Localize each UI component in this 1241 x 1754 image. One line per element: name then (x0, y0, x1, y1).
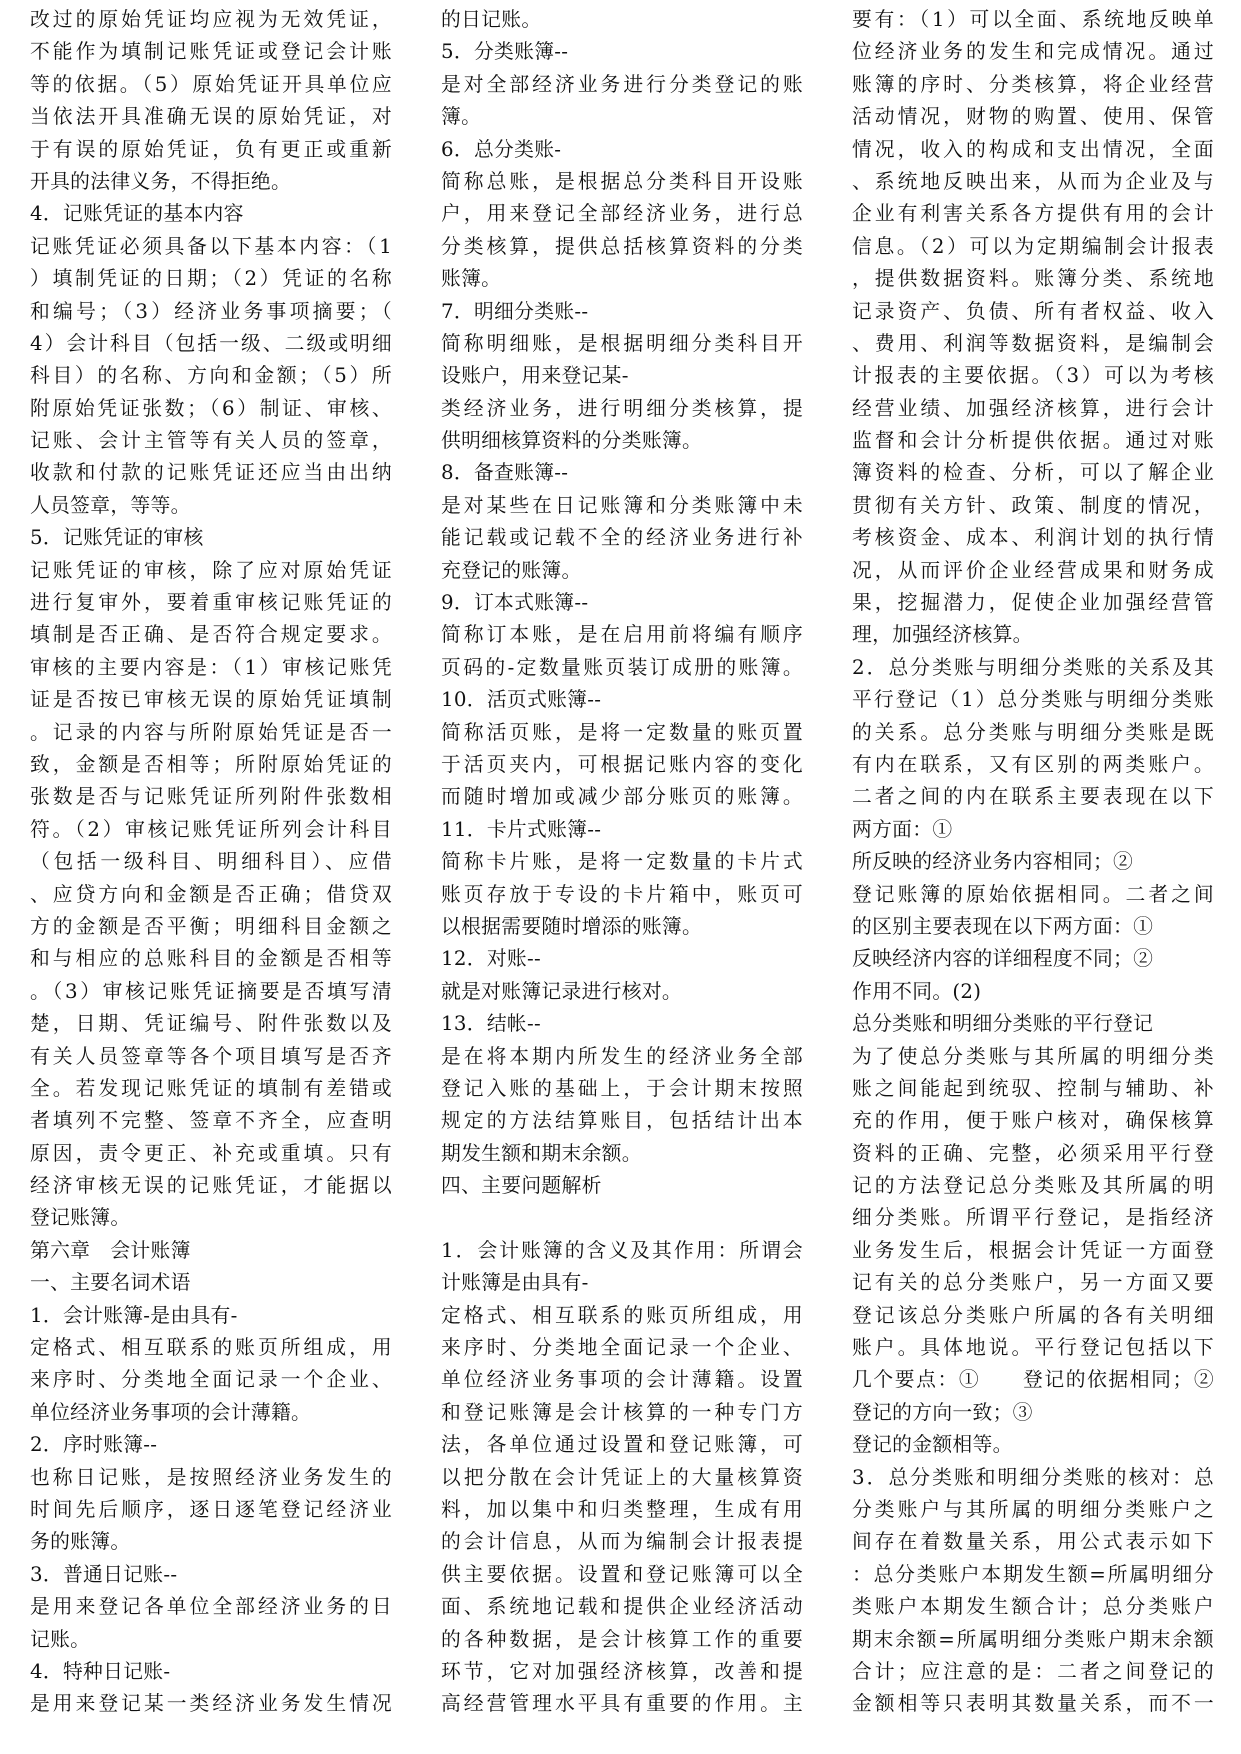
text-line: 记账凭证必须具备以下基本内容：（1 (30, 234, 392, 258)
text-line: 而随时增加或减少部分账页的账簿。 (441, 785, 803, 809)
text-line: 和登记账簿是会计核算的一种专门方 (441, 1400, 803, 1424)
text-line: 金额相等只表明其数量关系，而不一 (852, 1692, 1214, 1716)
text-line: 11．卡片式账簿-- (441, 817, 602, 841)
text-line: 第六章 会计账簿 (30, 1238, 191, 1262)
text-line: 方的金额是否平衡；明细科目金额之 (30, 914, 392, 938)
text-line: 登记该总分类账户所属的各有关明细 (852, 1303, 1214, 1327)
text-line: 和与相应的总账科目的金额是否相等 (30, 947, 392, 971)
text-line: 两方面：① (852, 817, 953, 841)
text-line: 定格式、相互联系的账页所组成，用 (441, 1303, 803, 1327)
text-line: 账簿。 (441, 267, 502, 291)
text-line: 、费用、利润等数据资料，是编制会 (852, 331, 1214, 355)
text-line: 9．订本式账簿-- (441, 591, 589, 615)
text-line: 信息。（2）可以为定期编制会计报表 (852, 234, 1214, 258)
text-line: 简称活页账，是将一定数量的账页置 (441, 720, 803, 744)
text-line: 能记载或记载不全的经济业务进行补 (441, 526, 803, 550)
text-line: 规定的方法结算账目，包括结计出本 (441, 1109, 803, 1133)
text-line: 楚，日期、凭证编号、附件张数以及 (30, 1012, 392, 1036)
text-line: ：总分类账户本期发生额=所属明细分 (852, 1562, 1214, 1586)
text-line: 填制是否正确、是否符合规定要求。 (30, 623, 392, 647)
text-line: 是对全部经济业务进行分类登记的账 (441, 72, 803, 96)
text-line: 。记录的内容与所附原始凭证是否一 (30, 720, 392, 744)
text-line: 账簿的序时、分类核算，将企业经营 (852, 72, 1214, 96)
text-line: 业务发生后，根据会计凭证一方面登 (852, 1238, 1214, 1262)
text-line: 附原始凭证张数；（6）制证、审核、 (30, 396, 392, 420)
text-line: 定格式、相互联系的账页所组成，用 (30, 1336, 392, 1360)
text-line: ）填制凭证的日期；（2）凭证的名称 (30, 267, 392, 291)
text-line: 经济审核无误的记账凭证，才能据以 (30, 1174, 392, 1198)
text-line: 计报表的主要依据。（3）可以为考核 (852, 364, 1214, 388)
text-line: 2．序时账簿-- (30, 1433, 158, 1457)
text-line: 不能作为填制记账凭证或登记会计账 (30, 40, 392, 64)
text-line: 面、系统地记载和提供企业经济活动 (441, 1595, 803, 1619)
text-line: 要有：（1）可以全面、系统地反映单 (852, 8, 1214, 31)
text-line: 类经济业务，进行明细分类核算，提 (441, 396, 803, 420)
text-line: 是在将本期内所发生的经济业务全部 (441, 1044, 803, 1068)
text-line: 来序时、分类地全面记录一个企业、 (30, 1368, 392, 1392)
text-line: 二者之间的内在联系主要表现在以下 (852, 785, 1214, 809)
text-line: 户，用来登记全部经济业务，进行总 (441, 202, 803, 226)
text-line: 原因，责令更正、补充或重填。只有 (30, 1141, 392, 1165)
text-line: 简称订本账，是在启用前将编有顺序 (441, 623, 803, 647)
text-line: 4．记账凭证的基本内容 (30, 202, 244, 226)
text-line: 果，挖掘潜力，促使企业加强经营管 (852, 591, 1214, 615)
text-line: 7．明细分类账-- (441, 299, 589, 323)
text-line: 致，金额是否相等；所附原始凭证的 (30, 752, 392, 776)
text-line: 人员签章，等等。 (30, 493, 191, 517)
text-line: 理，加强经济核算。 (852, 623, 1033, 647)
text-line: 1．会计账簿-是由具有- (30, 1303, 238, 1327)
text-line: 简称总账，是根据总分类科目开设账 (441, 169, 803, 193)
text-line: 记有关的总分类账户，另一方面又要 (852, 1271, 1214, 1295)
text-line: 审核的主要内容是：（1）审核记账凭 (30, 655, 392, 679)
text-line: 反映经济内容的详细程度不同；② (852, 947, 1154, 971)
text-line: 5．分类账簿-- (441, 40, 569, 64)
text-line: 也称日记账，是按照经济业务发生的 (30, 1465, 392, 1489)
text-line: 当依法开具准确无误的原始凭证，对 (30, 105, 392, 129)
text-line: 于活页夹内，可根据记账内容的变化 (441, 752, 803, 776)
text-line: 2．总分类账与明细分类账的关系及其 (852, 655, 1214, 679)
text-line: 有关人员签章等各个项目填写是否齐 (30, 1044, 392, 1068)
text-line: ，提供数据资料。账簿分类、系统地 (852, 267, 1214, 291)
text-line: 簿。 (441, 105, 482, 129)
text-line: 有内在联系，又有区别的两类账户。 (852, 752, 1214, 776)
text-line: 簿资料的检查、分析，可以了解企业 (852, 461, 1214, 485)
text-line: 类账户本期发生额合计；总分类账户 (852, 1595, 1214, 1619)
text-line: 来序时、分类地全面记录一个企业、 (441, 1336, 803, 1360)
text-line: 、系统地反映出来，从而为企业及与 (852, 169, 1214, 193)
text-line: 3．总分类账和明细分类账的核对：总 (852, 1465, 1214, 1489)
text-line: 登记的金额相等。 (852, 1433, 1013, 1457)
text-line: 法，各单位通过设置和登记账簿，可 (441, 1433, 803, 1457)
text-line: 为了使总分类账与其所属的明细分类 (852, 1044, 1214, 1068)
text-line: 贯彻有关方针、政策、制度的情况， (852, 493, 1214, 517)
text-line: 张数是否与记账凭证所列附件张数相 (30, 785, 392, 809)
text-line: 的区别主要表现在以下两方面：① (852, 914, 1154, 938)
text-line: 是对某些在日记账簿和分类账簿中未 (441, 493, 803, 517)
text-line: 合计；应注意的是：二者之间登记的 (852, 1659, 1214, 1683)
text-line: 简称卡片账，是将一定数量的卡片式 (441, 850, 803, 874)
text-line: 、应贷方向和金额是否正确；借贷双 (30, 882, 392, 906)
text-line: 监督和会计分析提供依据。通过对账 (852, 429, 1214, 453)
text-line: 者填列不完整、签章不齐全，应查明 (30, 1109, 392, 1133)
text-line: 12．对账-- (441, 947, 541, 971)
text-line: 的关系。总分类账与明细分类账是既 (852, 720, 1214, 744)
text-line: 等的依据。（5）原始凭证开具单位应 (30, 72, 392, 96)
text-line: 是用来登记某一类经济业务发生情况 (30, 1692, 392, 1716)
text-line: 以把分散在会计凭证上的大量核算资 (441, 1465, 803, 1489)
text-line: 4）会计科目（包括一级、二级或明细 (30, 331, 392, 355)
text-column-1 (30, 4, 392, 1721)
text-line: 于有误的原始凭证，负有更正或重新 (30, 137, 392, 161)
text-line: 企业有利害关系各方提供有用的会计 (852, 202, 1214, 226)
text-line: 进行复审外，要着重审核记账凭证的 (30, 591, 392, 615)
text-line: 开具的法律义务，不得拒绝。 (30, 169, 292, 193)
text-line: 13．结帐-- (441, 1012, 541, 1036)
text-line: 以根据需要随时增添的账簿。 (441, 914, 703, 938)
text-line: 6．总分类账- (441, 137, 562, 161)
text-line: 记账、会计主管等有关人员的签章， (30, 429, 392, 453)
text-line: 单位经济业务事项的会计薄籍。 (30, 1400, 312, 1424)
text-line: 细分类账。所谓平行登记，是指经济 (852, 1206, 1214, 1230)
text-line: 证是否按已审核无误的原始凭证填制 (30, 688, 392, 712)
text-line: 账户。具体地说。平行登记包括以下 (852, 1336, 1214, 1360)
text-line: 3．普通日记账-- (30, 1562, 178, 1586)
text-line: 供主要依据。设置和登记账簿可以全 (441, 1562, 803, 1586)
text-line: 所反映的经济业务内容相同；② (852, 850, 1134, 874)
text-line: 作用不同。(2) (852, 979, 982, 1003)
text-line: 高经营管理水平具有重要的作用。主 (441, 1692, 803, 1716)
text-line: 页码的-定数量账页装订成册的账簿。 (441, 655, 803, 679)
text-line: （包括一级科目、明细科目）、应借 (30, 850, 392, 874)
text-line: 时间先后顺序，逐日逐笔登记经济业 (30, 1497, 392, 1521)
text-line: 10．活页式账簿-- (441, 688, 602, 712)
text-line: 间存在着数量关系，用公式表示如下 (852, 1530, 1214, 1554)
text-line: 环节，它对加强经济核算，改善和提 (441, 1659, 803, 1683)
text-column-2 (441, 4, 803, 1721)
text-line: 几个要点：① 登记的依据相同；② (852, 1368, 1214, 1392)
text-line: 4．特种日记账- (30, 1659, 171, 1683)
text-line: 登记账簿。 (30, 1206, 131, 1230)
text-line: 收款和付款的记账凭证还应当由出纳 (30, 461, 392, 485)
text-line: 务的账簿。 (30, 1530, 131, 1554)
text-line: 简称明细账，是根据明细分类科目开 (441, 331, 803, 355)
text-line: 情况，收入的构成和支出情况，全面 (852, 137, 1214, 161)
text-line: 账页存放于专设的卡片箱中，账页可 (441, 882, 803, 906)
text-line: 活动情况，财物的购置、使用、保管 (852, 105, 1214, 129)
text-line: 记的方法登记总分类账及其所属的明 (852, 1174, 1214, 1198)
text-line: 期发生额和期末余额。 (441, 1141, 642, 1165)
text-line: 记账。 (30, 1627, 91, 1651)
text-line: 全。若发现记账凭证的填制有差错或 (30, 1076, 392, 1100)
text-line: 改过的原始凭证均应视为无效凭证， (30, 8, 392, 31)
text-line: 记录资产、负债、所有者权益、收入 (852, 299, 1214, 323)
text-line: 登记入账的基础上，于会计期末按照 (441, 1076, 803, 1100)
text-line: 计账簿是由具有- (441, 1271, 589, 1295)
text-line: 经营业绩、加强经济核算，进行会计 (852, 396, 1214, 420)
text-line: 的会计信息，从而为编制会计报表提 (441, 1530, 803, 1554)
text-line (441, 1202, 803, 1234)
text-line: 四、主要问题解析 (441, 1174, 602, 1198)
text-line: 。（3）审核记账凭证摘要是否填写清 (30, 979, 392, 1003)
text-line: 5．记账凭证的审核 (30, 526, 204, 550)
text-column-3 (852, 4, 1214, 1721)
text-line: 分类核算，提供总括核算资料的分类 (441, 234, 803, 258)
text-line: 资料的正确、完整，必须采用平行登 (852, 1141, 1214, 1165)
text-line: 就是对账簿记录进行核对。 (441, 979, 682, 1003)
text-line: 位经济业务的发生和完成情况。通过 (852, 40, 1214, 64)
text-line: 账之间能起到统驭、控制与辅助、补 (852, 1076, 1214, 1100)
text-line: 8．备查账簿-- (441, 461, 569, 485)
text-line: 登记的方向一致；③ (852, 1400, 1033, 1424)
text-line: 充的作用，便于账户核对，确保核算 (852, 1109, 1214, 1133)
text-line: 设账户，用来登记某- (441, 364, 629, 388)
text-line: 考核资金、成本、利润计划的执行情 (852, 526, 1214, 550)
text-line: 单位经济业务事项的会计薄籍。设置 (441, 1368, 803, 1392)
text-line: 符。（2）审核记账凭证所列会计科目 (30, 817, 392, 841)
text-line: 料，加以集中和归类整理，生成有用 (441, 1497, 803, 1521)
text-line: 登记账簿的原始依据相同。二者之间 (852, 882, 1214, 906)
text-line: 和编号；（3）经济业务事项摘要；（ (30, 299, 392, 323)
text-line: 供明细核算资料的分类账簿。 (441, 429, 703, 453)
text-line: 分类账户与其所属的明细分类账户之 (852, 1497, 1214, 1521)
text-line: 1．会计账簿的含义及其作用：所谓会 (441, 1238, 803, 1262)
text-line: 的各种数据，是会计核算工作的重要 (441, 1627, 803, 1651)
text-line: 总分类账和明细分类账的平行登记 (852, 1012, 1154, 1036)
text-line: 期末余额=所属明细分类账户期末余额 (852, 1627, 1214, 1651)
text-line: 是用来登记各单位全部经济业务的日 (30, 1595, 392, 1619)
text-line: 的日记账。 (441, 8, 542, 31)
text-line: 充登记的账簿。 (441, 558, 582, 582)
text-line: 科目）的名称、方向和金额；（5）所 (30, 364, 392, 388)
text-line: 一、主要名词术语 (30, 1271, 191, 1295)
text-line: 记账凭证的审核，除了应对原始凭证 (30, 558, 392, 582)
text-line: 平行登记（1）总分类账与明细分类账 (852, 688, 1214, 712)
text-line: 况，从而评价企业经营成果和财务成 (852, 558, 1214, 582)
